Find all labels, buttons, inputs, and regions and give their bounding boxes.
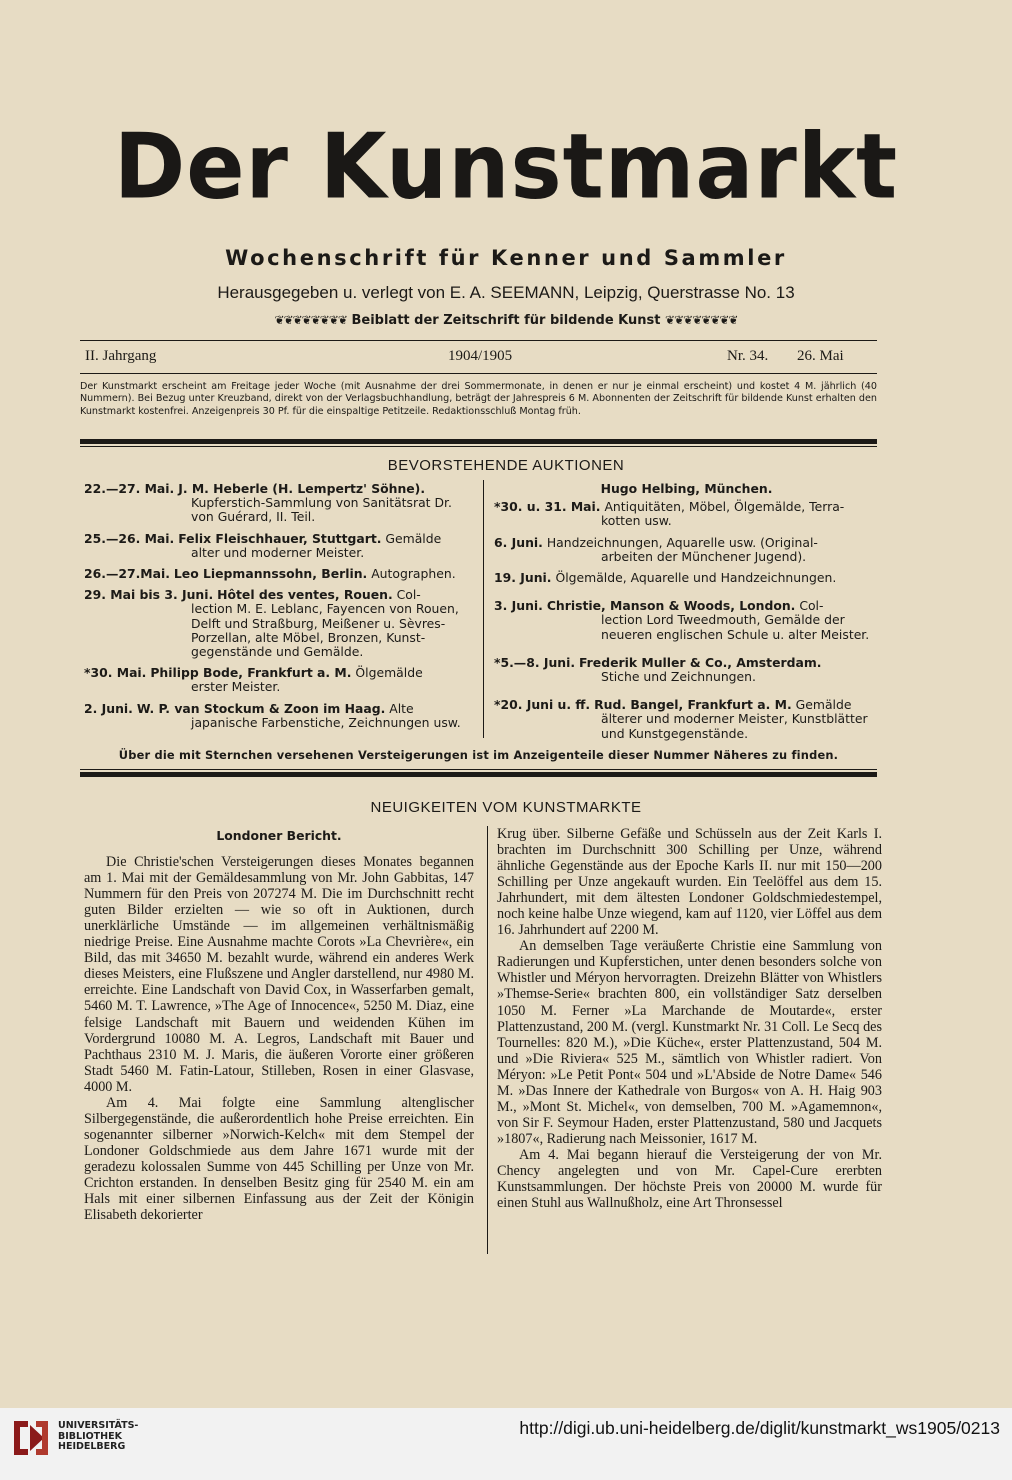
auction-entry (494, 500, 879, 528)
auction-date: 2. Juni. (84, 700, 133, 716)
subscription-notice: Der Kunstmarkt erscheint am Freitage jeder Woche (mit Ausnahme der drei Sommermonate, in denen er nur je einmal erscheint) und kostet 4 M. jährlich (40 Nummern). Bei Bezug unter Kreuzband, direkt von der Verlagsbuchhandlung, beträgt der Jahrespreis 6 M. Abonnenten der Zeitschrift für bildende Kunst erhalten den Kunstmarkt kostenfrei. Anzeigenpreis 30 Pf. für die einspaltige Petitzeile. Redaktionsschluß Montag früh. (80, 381, 877, 417)
auction-house: Philipp Bode, Frankfurt a. M. (150, 665, 352, 681)
auction-text: Ölgemälde, Aquarelle und Handzeichnungen. (555, 570, 837, 586)
auction-line: erster Meister. (191, 679, 281, 695)
library-logo-icon (10, 1417, 52, 1459)
auction-text: Ölgemälde (351, 665, 423, 681)
auction-entry (84, 532, 474, 560)
auction-text: Antiquitäten, Möbel, Ölgemälde, Terra- (604, 499, 845, 515)
auction-entry (494, 536, 879, 564)
auction-house: Hôtel des ventes, Rouen. (217, 587, 393, 603)
news-left-column (84, 822, 474, 1223)
auction-entry (494, 571, 879, 585)
auction-line: Delft und Straßburg, Meißener u. Sèvres- (191, 615, 446, 631)
auction-date: 22.—27. Mai. (84, 481, 175, 496)
article-paragraph: Am 4. Mai folgte eine Sammlung altenglischer Silbergegenstände, die außerordentlich hohe Preise erreichten. Ein sogenannter silberner »Norwich-Kelch« mit dem Stempel der Londoner Goldschmiede aus dem Jahre 1671 wurde mit der geradezu kolossalen Summe von 445 Schilling per Unze von Mr. Crichton erstanden. In denselben Besitz ging für 2540 M. ein am Hals mit einer silbernen Einfassung aus der Zeit der Königin Elisabeth dekorierter (84, 1094, 474, 1224)
auction-line: kotten usw. (601, 513, 672, 529)
auction-line: lection Lord Tweedmouth, Gemälde der (601, 612, 845, 628)
auction-date: 19. Juni. (494, 570, 552, 586)
beiblatt-text: Beiblatt der Zeitschrift für bildende Kunst (351, 313, 661, 328)
news-heading: NEUIGKEITEN VOM KUNSTMARKTE (370, 799, 642, 816)
auction-house: Frederik Muller & Co., Amsterdam. (579, 654, 822, 670)
issue-date: 26. Mai (797, 348, 844, 364)
auction-line: japanische Farbenstiche, Zeichnungen usw. (191, 714, 461, 730)
auction-house: Christie, Manson & Woods, London. (546, 598, 796, 614)
beiblatt-line (150, 313, 862, 328)
auction-house: Leo Liepmannssohn, Berlin. (173, 566, 368, 582)
library-name-line: UNIVERSITÄTS- (58, 1420, 139, 1431)
auction-date: 29. Mai bis 3. Juni. (84, 587, 214, 603)
library-name (58, 1421, 138, 1453)
auction-date: *30. u. 31. Mai. (494, 499, 601, 515)
rule-thin-lower (80, 769, 877, 770)
auction-line: gegenstände und Gemälde. (191, 644, 364, 660)
auction-entry (494, 698, 879, 741)
article-title: Londoner Bericht. (216, 828, 342, 843)
auctions-footnote: Über die mit Sternchen versehenen Versteigerungen ist im Anzeigenteile dieser Nummer Näheres zu finden. (118, 748, 839, 762)
auction-entry (494, 656, 879, 684)
auction-text: Gemälde (381, 530, 442, 546)
auction-text: Gemälde (791, 697, 852, 713)
auction-house: J. M. Heberle (H. Lempertz' Söhne). (178, 481, 426, 496)
auctions-left-column (84, 482, 474, 730)
auction-line: Kupferstich-Sammlung von Sanitätsrat Dr. (191, 495, 452, 511)
masthead-subtitle: Wochenschrift für Kenner und Sammler (225, 246, 787, 270)
auction-date: 3. Juni. (494, 598, 543, 614)
auction-date: *5.—8. Juni. (494, 654, 576, 670)
auction-line: lection M. E. Leblanc, Fayencen von Rouen, (191, 601, 459, 617)
ornament-right-icon: ❦❦❦❦❦❦❦❦ (665, 313, 738, 327)
auctions-heading: BEVORSTEHENDE AUKTIONEN (387, 457, 625, 474)
auction-entry (84, 702, 474, 730)
article-paragraph: Die Christie'schen Versteigerungen dieses Monates begannen am 1. Mai mit der Gemäldesammlung von Mr. John Gabbitas, 147 Nummern für den Preis von 207274 M. Die im Durchschnitt recht guten Bilder erzielten — wie so oft in Auktionen, durch unerklärliche Umstände — im allgemeinen verhältnismäßig niedrige Preise. Eine Ausnahme machte Corots »La Chevrière«, ein Bild, das mit 34650 M. bezahlt wurde, während ein anderes Werk dieses Meisters, eine Flußszene und Angler darstellend, nur 4980 M. erreichte. Eine Landschaft von David Cox, in Wasserfarben gemalt, 5460 M. T. Lawrence, »The Age of Innocence«, 5250 M. Diaz, eine felsige Landschaft mit Bauern und weidenden Kühen im Vordergrund 10080 M. A. Legros, Landschaft mit Bauer und Pachthaus 2310 M. J. Maris, die äußeren Vororte einer größeren Stadt 5460 M. Fatin-Latour, Stilleben, Rosen in einer Glasvase, 4000 M. (84, 854, 474, 1095)
auction-text: Col- (795, 598, 824, 614)
issue-years: 1904/1905 (448, 348, 513, 364)
auction-line: Stiche und Zeichnungen. (601, 669, 756, 685)
auction-date: 6. Juni. (494, 534, 543, 550)
rule-top-thin (80, 340, 877, 341)
rule-thick-lower (80, 772, 877, 777)
ornament-left-icon: ❦❦❦❦❦❦❦❦ (274, 313, 347, 327)
issue-number: Nr. 34. (727, 348, 769, 364)
auction-date: 26.—27.Mai. (84, 566, 170, 582)
auction-line: von Guérard, II. Teil. (191, 509, 316, 525)
auction-entry (84, 567, 474, 581)
library-name-line: BIBLIOTHEK (58, 1430, 122, 1442)
auction-entry (84, 588, 474, 659)
article-paragraph: An demselben Tage veräußerte Christie eine Sammlung von Radierungen und Kupferstichen, unter denen besonders solche von Whistler und Méryon hervorragten. Dreizehn Blätter von Whistlers »Themse-Serie« brachten 800, ein vollständiger Satz derselben 1050 M. Ferner »La Marchande de Moutarde«, erster Plattenzustand, 200 M. (vergl. Kunstmarkt Nr. 31 Coll. Le Secq des Tournelles: 820 M.), »Die Küche«, erster Plattenzustand, 504 M. und »Die Riviera« 525 M., sämtlich von Whistler radiert. Von Méryon: »Le Petit Pont« 504 und »L'Abside de Notre Dame« 546 M. »Das Innere der Kathedrale von Burgos« von A. H. Haig 903 M., »Mont St. Michel«, von demselben, 700 M. »Agamemnon«, von Sir F. Seymour Haden, erster Plattenzustand, 580 und Jacquets »1807«, Radierung nach Meissonier, 1617 M. (497, 938, 882, 1147)
publisher-line: Herausgegeben u. verlegt von E. A. SEEMANN, Leipzig, Querstrasse No. 13 (217, 283, 795, 302)
auction-house: W. P. van Stockum & Zoon im Haag. (136, 700, 386, 716)
library-name-line: HEIDELBERG (58, 1441, 126, 1453)
auction-entry (494, 599, 879, 642)
auction-text: Col- (392, 587, 421, 603)
article-paragraph: Krug über. Silberne Gefäße und Schüsseln aus der Zeit Karls I. brachten im Durchschnitt 300 Schilling per Unze, während ähnliche Gegenstände aus der Epoche Karls II. nur mit 150—200 Schilling per Unze angekauft wurden. Ein Teelöffel aus dem 15. Jahrhundert, mit dem ältesten Londoner Goldschmiedestempel, noch keine halbe Unze wiegend, kam auf 1120, vier Löffel aus dem 16. Jahrhundert auf 2200 M. (497, 826, 882, 939)
masthead-title: Der Kunstmarkt (113, 114, 899, 220)
auction-text: Alte (385, 700, 414, 716)
auction-house: Felix Fleischhauer, Stuttgart. (178, 530, 382, 546)
rule-thin-upper (80, 446, 877, 447)
auction-entry (84, 482, 474, 525)
issue-info-row (85, 348, 870, 370)
auction-line: arbeiten der Münchener Jugend). (601, 548, 807, 564)
auction-text: Handzeichnungen, Aquarelle usw. (Original- (546, 534, 818, 550)
rule-under-issue (80, 373, 877, 374)
permalink-url[interactable]: http://digi.ub.uni-heidelberg.de/diglit/kunstmarkt_ws1905/0213 (519, 1418, 1000, 1438)
rule-thick-upper (80, 439, 877, 444)
news-column-divider (487, 826, 488, 1254)
news-right-column (497, 826, 882, 1211)
auction-date: *20. Juni u. ff. (494, 697, 591, 713)
auction-date: 25.—26. Mai. (84, 530, 175, 546)
auction-house-heading: Hugo Helbing, München. (600, 481, 773, 496)
auction-house: Rud. Bangel, Frankfurt a. M. (594, 697, 792, 713)
auction-line: älterer und moderner Meister, Kunstblätter (601, 711, 868, 727)
auctions-column-divider (483, 480, 484, 738)
auction-line: neueren englischen Schule u. alter Meister. (601, 626, 870, 642)
auction-line: und Kunstgegenstände. (601, 725, 749, 741)
auction-line: alter und moderner Meister. (191, 544, 365, 560)
auctions-right-column (494, 482, 879, 741)
issue-jahrgang: II. Jahrgang (85, 348, 157, 364)
article-paragraph: Am 4. Mai begann hierauf die Versteigerung der von Mr. Chency angelegten und von Mr. Capel-Cure ererbten Kunstsammlungen. Der höchste Preis von 20000 M. wurde für einen Stuhl aus Wallnußholz, eine Art Thronsessel (497, 1146, 882, 1212)
auction-entry (84, 666, 474, 694)
auction-text: Autographen. (367, 566, 456, 582)
auction-date: *30. Mai. (84, 665, 147, 681)
auction-line: Porzellan, alte Möbel, Bronzen, Kunst- (191, 629, 426, 645)
